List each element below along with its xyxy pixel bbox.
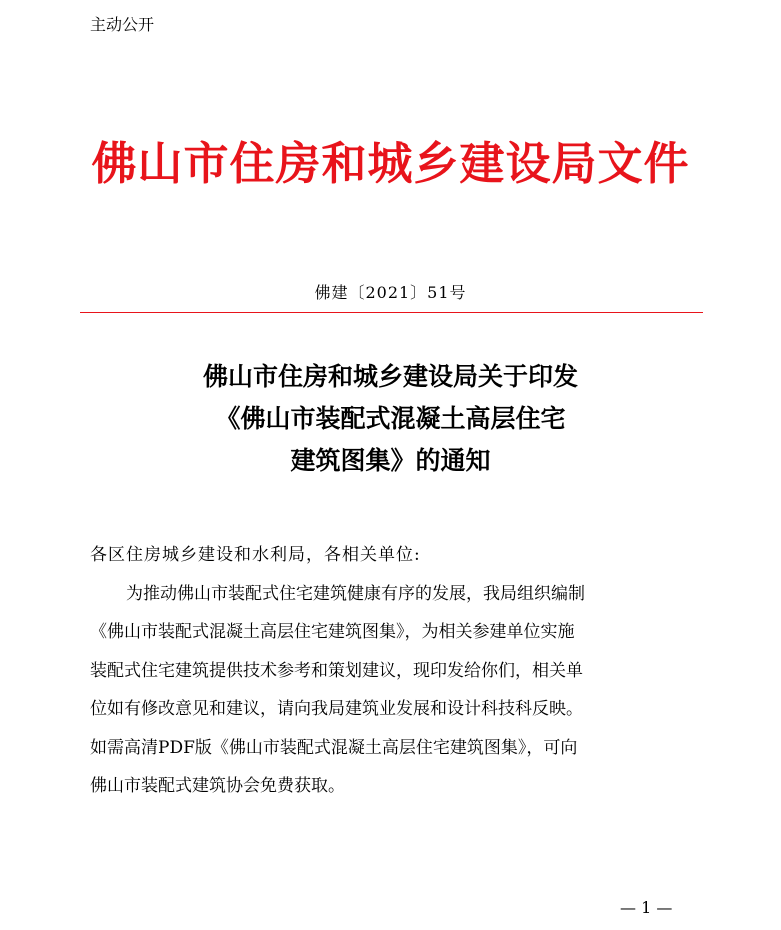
salutation: 各区住房城乡建设和水利局，各相关单位: (90, 545, 421, 565)
title-line: 佛山市住房和城乡建设局关于印发 (202, 362, 578, 391)
paragraph-line: 佛山市装配式建筑协会免费获取。 (90, 776, 345, 796)
page-number: — 1 — (620, 898, 673, 917)
red-divider (80, 312, 703, 313)
title-line: 建筑图集》的通知 (290, 446, 491, 475)
disclosure-label: 主动公开 (90, 15, 155, 34)
paragraph-line: 位如有修改意见和建议，请向我局建筑业发展和设计科技科反映。 (90, 699, 583, 719)
paragraph-line: 为推动佛山市装配式住宅建筑健康有序的发展，我局组织编制 (126, 583, 585, 604)
paragraph-line: 如需高清PDF版《佛山市装配式混凝土高层住宅建筑图集》，可向 (90, 737, 578, 758)
paragraph-line: 《佛山市装配式混凝土高层住宅建筑图集》，为相关参建单位实施 (90, 622, 575, 642)
document-number: 佛建〔2021〕51号 (314, 283, 467, 302)
title-line: 《佛山市装配式混凝土高层住宅 (215, 404, 566, 433)
document-body (90, 536, 690, 806)
paragraph-line: 装配式住宅建筑提供技术参考和策划建议，现印发给你们，相关单 (90, 660, 583, 681)
document-masthead: 佛山市住房和城乡建设局文件 (91, 137, 690, 190)
document-title (0, 356, 781, 482)
